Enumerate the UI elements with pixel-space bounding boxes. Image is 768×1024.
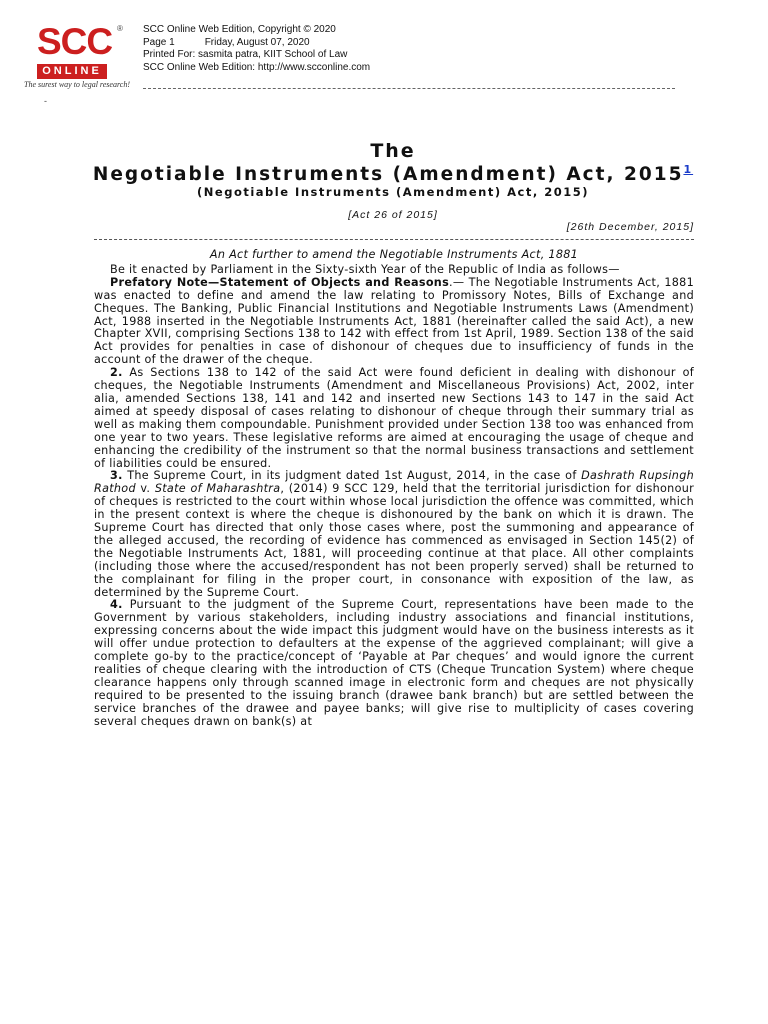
- case-party-1: Dashrath Rupsingh Rathod: [94, 469, 694, 496]
- header-divider: [143, 88, 675, 89]
- copyright-line: SCC Online Web Edition, Copyright © 2020: [143, 24, 336, 35]
- logo-dot: -: [44, 96, 47, 106]
- act-title: [0, 163, 768, 185]
- logo-brand: SCC: [37, 21, 113, 62]
- long-title: An Act further to amend the Negotiable Instruments Act, 1881: [209, 248, 579, 261]
- paragraph-1-text: .— The Negotiable Instruments Act, 1881 was enacted to define and amend the law relating to Promissory Notes, Bills of Exchange and Cheques. The Banking, Public Financial Institutions and Negotiable Instruments Laws (Amendment) Act, 1988 inserted in the Negotiable Instruments Act, 1881 (hereinafter called the said Act), a new Chapter XVII, comprising Sections 138 to 142 with effect from 1st April, 1989. Section 138 of the said Act provides for penalties in case of dishonour of cheques due to insufficiency of funds in the account of the drawer of the cheque.: [94, 275, 694, 367]
- act-subtitle: (Negotiable Instruments (Amendment) Act, 2015): [197, 185, 589, 199]
- case-party-2: State of Maharashtra: [154, 482, 281, 496]
- logo-tagline: The surest way to legal research!: [24, 80, 130, 89]
- paragraph-2-number: 2.: [110, 366, 123, 380]
- paragraph-3-number: 3.: [110, 469, 123, 483]
- footnote-link[interactable]: 1: [683, 163, 694, 176]
- page-date-line: [143, 37, 370, 50]
- print-date: Friday, August 07, 2020: [204, 36, 310, 48]
- url-line: SCC Online Web Edition: http://www.scconline.com: [143, 61, 371, 73]
- paragraph-4-text: Pursuant to the judgment of the Supreme Court, representations have been made to the Government by various stakeholders, including industry associations and financial institutions, expressing concerns about the wide impact this judgment would have on the business interests as it will offer undue protection to defaulters at the expense of the aggrieved complainant; will give a complete go-by to the practice/concept of ‘Payable at Par cheques’ and would ignore the current realities of cheque clearing with the introduction of CTS (Cheque Truncation System) where cheque clearance happens only through scanned image in electronic form and cheques are not physically required to be presented to the issuing branch (drawee bank branch) but are settled between the service branches of the drawee and payee banks; will give rise to multiplicity of cases covering several cheques drawn on bank(s) at: [94, 598, 694, 728]
- page-number: Page 1: [143, 36, 175, 48]
- logo-online-band: ONLINE: [37, 64, 107, 79]
- paragraph-2: [94, 367, 694, 470]
- paragraph-4: [94, 599, 694, 728]
- paragraph-1-heading: Prefatory Note—Statement of Objects and Reasons: [110, 275, 450, 289]
- paragraph-2-text: As Sections 138 to 142 of the said Act were found deficient in dealing with dishonour of cheques, the Negotiable Instruments (Amendment and Miscellaneous Provisions) Act, 2002, inter alia, amended Sections 138, 141 and 142 and inserted new Sections 143 to 147 in the said Act aimed at speedy disposal of cases relating to dishonour of cheque through their summary trial as well as making them compoundable. Punishment provided under Section 138 too was enhanced from one year to two years. These legislative reforms are aimed at encouraging the usage of cheque and enhancing the credibility of the instrument so that the normal business transactions and settlement of liabilities could be ensured.: [94, 366, 694, 470]
- enacting-clause: Be it enacted by Parliament in the Sixty-sixth Year of the Republic of India as follows—: [110, 262, 620, 276]
- act-number: [Act 26 of 2015]: [348, 209, 438, 221]
- act-title-text: Negotiable Instruments (Amendment) Act, 2015: [92, 164, 684, 186]
- paragraph-4-number: 4.: [110, 598, 123, 612]
- scc-online-logo: [24, 22, 136, 94]
- logo-registered-mark: ®: [117, 24, 123, 33]
- body-divider: [94, 239, 694, 240]
- paragraph-1: [94, 277, 694, 367]
- act-date: [26th December, 2015]: [566, 221, 694, 233]
- print-header: [143, 24, 370, 74]
- paragraph-3-text-b: , (2014) 9 SCC 129, held that the territorial jurisdiction for dishonour of cheques is restricted to the court within whose local jurisdiction the offence was committed, which in the present context is where the cheque is dishonoured by the bank on which it is drawn. The Supreme Court has directed that only those cases where, post the summoning and appearance of the alleged accused, the recording of evidence has commenced as envisaged in Section 145(2) of the Negotiable Instruments Act, 1881, will proceeding continue at that place. All other complaints (including those where the accused/respondent has not been properly served) shall be returned to the complainant for filing in the proper court, in consonance with exposition of the law, as determined by the Supreme Court.: [94, 482, 695, 599]
- paragraph-3: [94, 470, 694, 599]
- title-the: The: [370, 140, 416, 162]
- case-versus: v.: [135, 482, 155, 496]
- printed-for-line: Printed For: sasmita patra, KIIT School of Law: [143, 49, 348, 60]
- paragraph-3-text-a: The Supreme Court, in its judgment dated 1st August, 2014, in the case of: [122, 469, 582, 483]
- document-body: [94, 249, 694, 729]
